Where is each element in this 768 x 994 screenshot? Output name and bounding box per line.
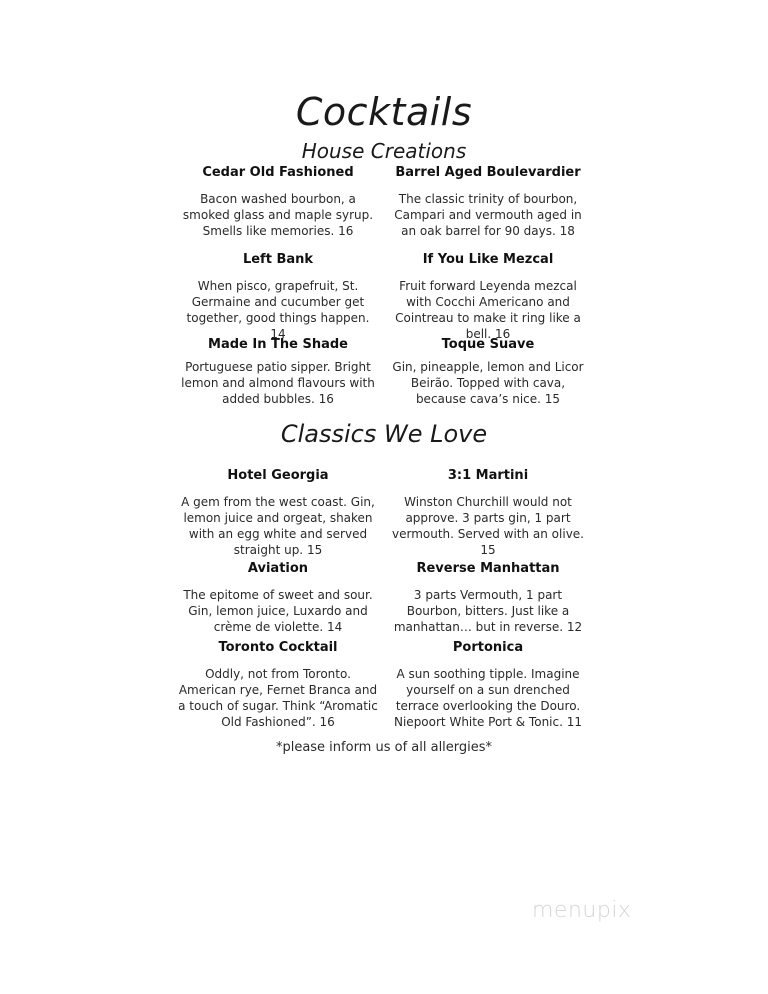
item-description: A sun soothing tipple. Imagine yourself on a sun drenched terrace overlooking the Douro. Niepoort White Port & Tonic. 11 [394, 667, 582, 729]
watermark-logo: menupix [532, 898, 632, 923]
menu-item [388, 561, 588, 635]
menu-item [178, 640, 378, 730]
item-name: Reverse Manhattan [416, 561, 560, 576]
allergy-note: *please inform us of all allergies* [275, 740, 493, 755]
menu-item [178, 165, 378, 239]
item-name: 3:1 Martini [447, 468, 529, 483]
menu-title: Cocktails [295, 90, 473, 134]
item-name: Hotel Georgia [227, 468, 329, 483]
item-description: The classic trinity of bourbon, Campari and vermouth aged in an oak barrel for 90 days. 18 [394, 192, 582, 238]
item-name: Barrel Aged Boulevardier [395, 165, 581, 180]
item-name: Portonica [452, 640, 524, 655]
item-name: Cedar Old Fashioned [202, 165, 354, 180]
menu-item [388, 252, 588, 342]
item-description: A gem from the west coast. Gin, lemon juice and orgeat, shaken with an egg white and served straight up. 15 [181, 495, 375, 557]
menu-item [388, 337, 588, 407]
item-description: Winston Churchill would not approve. 3 parts gin, 1 part vermouth. Served with an olive. 15 [392, 495, 584, 557]
menu-item [178, 561, 378, 635]
item-description: Oddly, not from Toronto. American rye, Fernet Branca and a touch of sugar. Think “Aromatic Old Fashioned”. 16 [178, 667, 378, 729]
item-description: Bacon washed bourbon, a smoked glass and maple syrup. Smells like memories. 16 [182, 192, 374, 238]
menu-item [178, 468, 378, 558]
section-title-house-creations: House Creations [301, 139, 467, 163]
item-name: Toque Suave [441, 337, 535, 352]
item-description: The epitome of sweet and sour. Gin, lemon juice, Luxardo and crème de violette. 14 [183, 588, 373, 634]
item-description: Portuguese patio sipper. Bright lemon and almond flavours with added bubbles. 16 [181, 360, 375, 406]
item-name: If You Like Mezcal [422, 252, 554, 267]
menu-item [388, 640, 588, 730]
item-name: Left Bank [242, 252, 314, 267]
menu-item [388, 165, 588, 239]
item-name: Made In The Shade [208, 337, 348, 352]
item-name: Toronto Cocktail [218, 640, 338, 655]
item-description: Fruit forward Leyenda mezcal with Cocchi Americano and Cointreau to make it ring like a bell. 16 [395, 279, 581, 341]
item-name: Aviation [247, 561, 309, 576]
item-description: When pisco, grapefruit, St. Germaine and cucumber get together, good things happen. 14 [186, 279, 370, 341]
item-description: Gin, pineapple, lemon and Licor Beirão. Topped with cava, because cava’s nice. 15 [392, 360, 584, 406]
item-description: 3 parts Vermouth, 1 part Bourbon, bitters. Just like a manhattan… but in reverse. 12 [393, 588, 583, 634]
menu-item [178, 252, 378, 342]
menu-item [388, 468, 588, 558]
menu-item [178, 337, 378, 407]
section-title-classics-we-love: Classics We Love [280, 420, 488, 448]
